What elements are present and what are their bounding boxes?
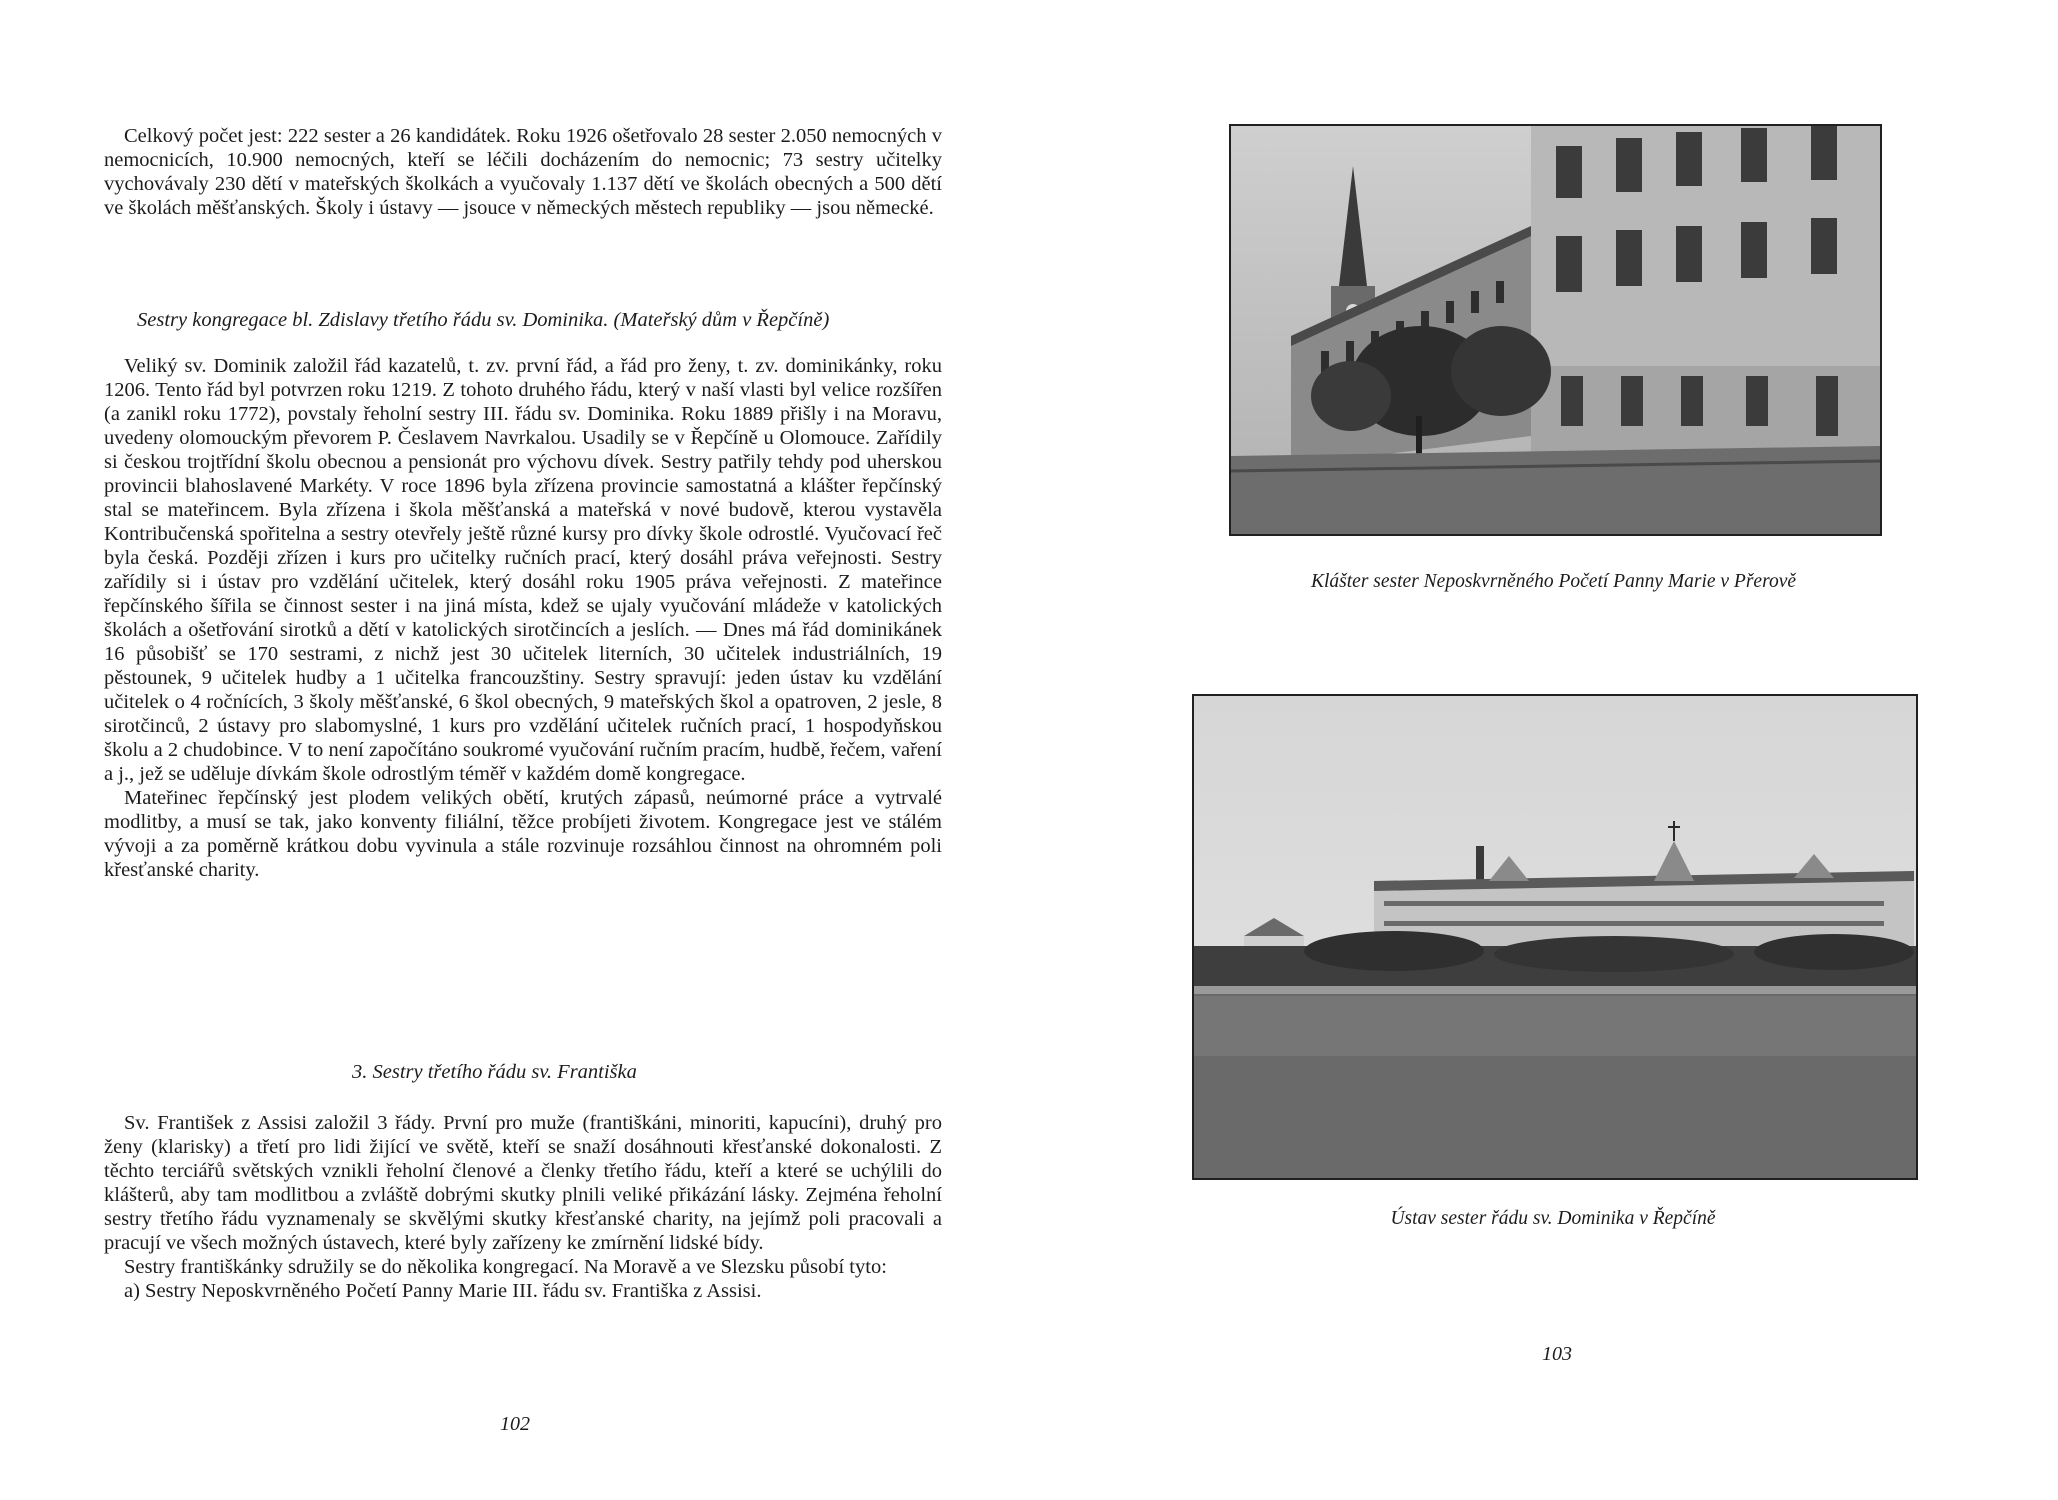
photo-institute-repcin-image [1194,696,1916,1178]
intro-paragraph: Celkový počet jest: 222 sester a 26 kandidátek. Roku 1926 ošetřovalo 28 sester 2.050 nemocných v nemocnicích, 10.900 nemocných, kteří se léčili docházením do nemocnic; 73 sestry učitelky vychovávaly 230 dětí v mateřských školkách a vyučovaly 1.137 dětí ve školách obecných a 500 dětí ve školách měšťanských. Školy i ústavy — jsouce v německých městech republiky — jsou německé. [104,125,942,219]
section2-heading: 3. Sestry třetího řádu sv. Františka [352,1061,637,1083]
section2-paragraph: Sestry františkánky sdružily se do několika kongregací. Na Moravě a ve Slezsku působí tyto: [124,1256,887,1278]
photo-bottom-caption: Ústav sester řádu sv. Dominika v Řepčíně [1390,1208,1716,1229]
page-number: 103 [1542,1343,1572,1365]
section1-paragraph: Veliký sv. Dominik založil řád kazatelů, t. zv. první řád, a řád pro ženy, t. zv. dominikánky, roku 1206. Tento řád byl potvrzen roku 1219. Z tohoto druhého řádu, který v naší vlasti byl velice rozšířen (a zanikl roku 1772), povstaly řeholní sestry III. řádu sv. Dominika. Roku 1889 přišly i na Moravu, uvedeny olomouckým převorem P. Česlavem Navrkalou. Usadily se v Řepčíně u Olomouce. Zařídily si českou trojtřídní školu obecnou a pensionát pro výchovu dívek. Sestry patřily tehdy pod uherskou provincii blahoslavené Markéty. V roce 1896 byla zřízena provincie samostatná a klášter řepčínský stal se mateřincem. Byla zřízena i škola měšťanská a mateřská v nové budově, kterou vystavěla Kontribučenská spořitelna a sestry otevřely ještě různé kursy pro dívky škole odrostlé. Vyučovací řeč byla česká. Později zřízen i kurs pro učitelky ručních prací, který dosáhl práva veřejnosti. Sestry zařídily si i ústav pro vzdělání učitelek, který dosáhl roku 1905 práva veřejnosti. Z mateřince řepčínského šířila se činnost sester i na jiná místa, kdež se ujaly vyučování mládeže v katolických školách a ošetřování sirotků a dětí v katolických sirotčincích a jeslích. — Dnes má řád dominikánek 16 působišť se 170 sestrami, z nichž jest 30 učitelek literních, 30 učitelek industriálních, 19 pěstounek, 9 učitelek hudby a 1 učitelka francouzštiny. Sestry spravují: jeden ústav ku vzdělání učitelek o 4 ročnících, 3 školy měšťanské, 6 škol obecných, 9 mateřských škol a opatroven, 2 jesle, 8 sirotčinců, 2 ústavy pro slabomyslné, 1 kurs pro vzdělání učitelek ručních prací, 1 hospodyňskou školu a 2 chudobince. V to není započítáno soukromé vyučování ručním pracím, hudbě, řečem, vaření a j., jež se uděluje dívkám škole odrostlým téměř v každém domě kongregace. [104,355,942,785]
page-number: 102 [500,1413,530,1435]
photo-institute-repcin [1192,694,1918,1180]
section1-paragraph: Mateřinec řepčínský jest plodem velikých obětí, krutých zápasů, neúmorné práce a vytrvalé modlitby, a musí se tak, jako konventy filiální, těžce probíjeti životem. Kongregace jest ve stálém vývoji a za poměrně krátkou dobu vyvinula a stále rozvinuje rozsáhlou činnost na ohromném poli křesťanské charity. [104,787,942,881]
section2-text-block [104,1111,942,1303]
section1-heading: Sestry kongregace bl. Zdislavy třetího řádu sv. Dominika. (Mateřský dům v Řepčíně) [137,309,830,331]
intro-text-block [104,124,942,220]
section2-list-item: a) Sestry Neposkvrněného Početí Panny Marie III. řádu sv. Františka z Assisi. [124,1280,762,1302]
photo-top-caption: Klášter sester Neposkvrněného Početí Panny Marie v Přerově [1310,571,1796,592]
section2-paragraph: Sv. František z Assisi založil 3 řády. První pro muže (františkáni, minoriti, kapucíni), druhý pro ženy (klarisky) a třetí pro lidi žijící ve světě, kteří se snaží dosáhnouti křesťanské dokonalosti. Z těchto terciářů světských vznikli řeholní členové a členky třetího řádu, kteří a které se uchýlili do klášterů, aby tam modlitbou a zvláště dobrými skutky plnili veliké přikázání lásky. Zejména řeholní sestry třetího řádu vyznamenaly se skvělými skutky křesťanské charity, na jejímž poli pracovali a pracují ve všech možných ústavech, které byly zařízeny ke zmírnění lidské bídy. [104,1112,942,1254]
right-page [1029,0,2058,1500]
photo-convent-prerov [1229,124,1882,536]
photo-convent-prerov-image [1231,126,1880,534]
section1-text-block [104,354,942,882]
